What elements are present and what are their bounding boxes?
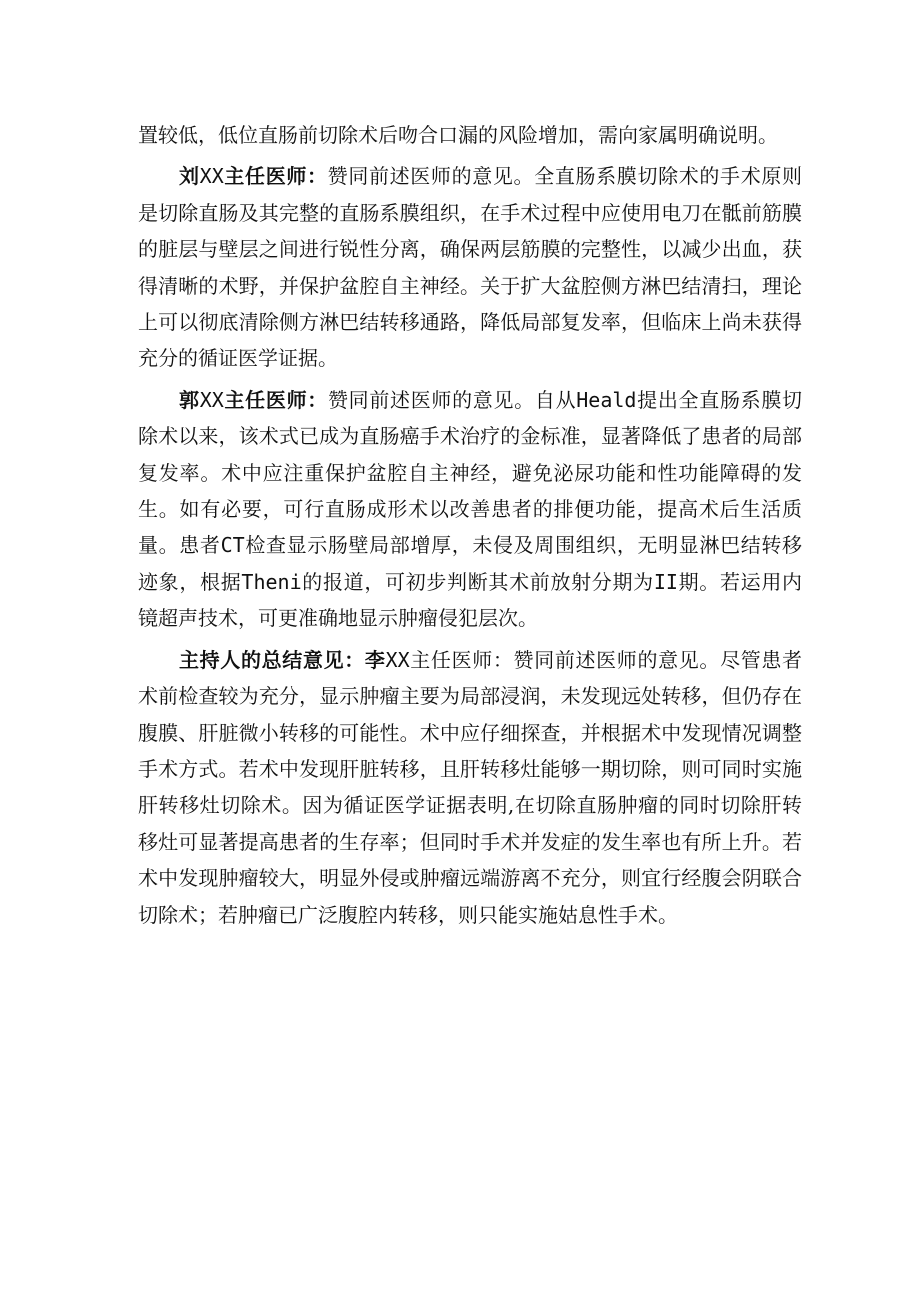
speaker-placeholder: XX (199, 387, 224, 412)
speaker-name-guo (179, 388, 328, 412)
continuation-paragraph (138, 117, 802, 153)
term-ct: CT (220, 533, 245, 558)
opinion-text: 赞同前述医师的意见。全直肠系膜切除术的手术原则是切除直肠及其完整的直肠系膜组织，在手术过程中应使用电刀在骶前筋膜的脏层与壁层之间进行锐性分离，确保两层筋膜的完整性，以减少出血，获得清晰的术野，并保护盆腔自主神经。关于扩大盆腔侧方淋巴结清扫，理论上可以彻底清除侧方淋巴结转移通路，降低局部复发率，但临床上尚未获得充分的循证医学证据。 (138, 164, 803, 371)
document-page (138, 117, 802, 938)
speaker-name-liu (179, 164, 328, 188)
term-theni: Theni (241, 569, 302, 594)
opinion-paragraph-guo (138, 382, 802, 637)
speaker-surname: 刘 (179, 164, 200, 189)
speaker-surname: 郭 (179, 387, 200, 412)
term-heald: Heald (576, 387, 637, 412)
speaker-title: 主任医师： (223, 387, 328, 412)
speaker-title: 主任医师： (409, 647, 514, 672)
speaker-name-li (365, 648, 386, 672)
speaker-title: 主任医师： (223, 164, 328, 189)
opinion-paragraph-liu (138, 158, 802, 376)
summary-label: 主持人的总结意见： (179, 647, 365, 672)
opinion-text-part-3: 检查显示肠壁局部增厚，未侵及周围组织，无明显淋巴结转移迹象，根据 (138, 533, 803, 594)
opinion-text-part-2: 提出全直肠系膜切除术以来，该术式已成为直肠癌手术治疗的金标准，显著降低了患者的局部复发率。术中应注重保护盆腔自主神经，避免泌尿功能和性功能障碍的发生。如有必要，可行直肠成形术以改善患者的排便功能，提高术后生活质量。患者 (138, 387, 803, 558)
summary-text: 赞同前述医师的意见。尽管患者术前检查较为充分，显示肿瘤主要为局部浸润，未发现远处转移，但仍存在腹膜、肝脏微小转移的可能性。术中应仔细探查，并根据术中发现情况调整手术方式。若术中发现肝脏转移，且肝转移灶能够一期切除，则可同时实施肝转移灶切除术。因为循证医学证据表明,在切除直肠肿瘤的同时切除肝转移灶可显著提高患者的生存率；但同时手术并发症的发生率也有所上升。若术中发现肿瘤较大，明显外侵或肿瘤远端游离不充分，则宜行经腹会阴联合切除术；若肿瘤已广泛腹腔内转移，则只能实施姑息性手术。 (138, 647, 803, 927)
summary-paragraph-li (138, 642, 802, 933)
continuation-text: 置较低，低位直肠前切除术后吻合口漏的风险增加，需向家属明确说明。 (138, 123, 778, 147)
opinion-text-part-1: 赞同前述医师的意见。自从 (327, 387, 577, 412)
speaker-placeholder: XX (385, 647, 410, 672)
speaker-surname: 李 (364, 647, 386, 672)
opinion-text-part-5: 期。若运用内镜超声技术，可更准确地显示肿瘤侵犯层次。 (138, 569, 803, 631)
term-stage-ii: II (653, 569, 678, 594)
speaker-placeholder: XX (199, 164, 224, 189)
opinion-text-part-4: 的报道，可初步判断其术前放射分期为 (301, 569, 654, 594)
